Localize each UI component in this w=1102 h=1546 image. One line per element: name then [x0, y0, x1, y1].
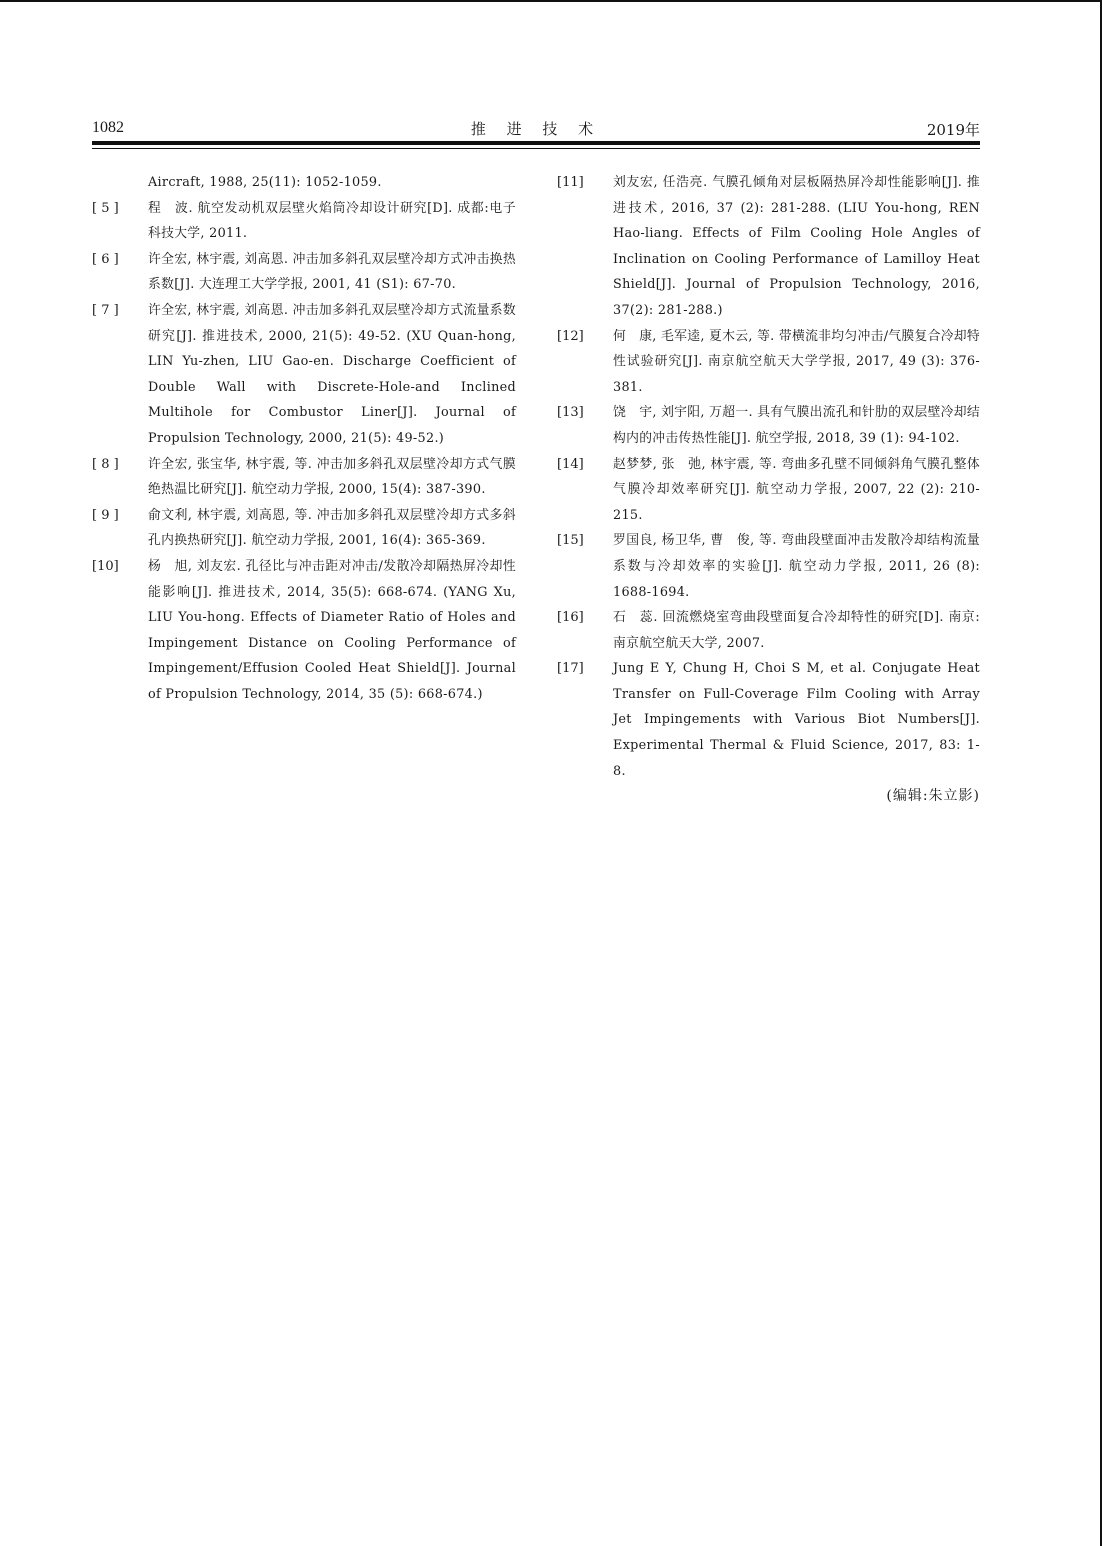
editor-credit: (编辑:朱立影): [886, 788, 980, 805]
reference-number: [11]: [557, 175, 584, 190]
page-number: 1082: [92, 119, 124, 136]
reference-text: 许全宏, 张宝华, 林宇震, 等. 冲击加多斜孔双层壁冷却方式气膜绝热温比研究[J]. 航空动力学报, 2000, 15(4): 387-390.: [148, 456, 516, 498]
reference-text: 罗国良, 杨卫华, 曹 俊, 等. 弯曲段壁面冲击发散冷却结构流量系数与冷却效率的实验[J]. 航空动力学报, 2011, 26 (8): 1688-1694.: [613, 533, 980, 600]
reference-number: [10]: [92, 558, 119, 574]
reference-item: [92, 452, 516, 503]
reference-text: 刘友宏, 任浩亮. 气膜孔倾角对层板隔热屏冷却性能影响[J]. 推进技术, 2016, 37 (2): 281-288. (LIU You-hong, REN Hao-liang. Effects of Film Cooling Hole Angles of Inclination on Cooling Performance of Lamilloy Heat Shield[J]. Journal of Propulsion Technology, 2016, 37(2): 281-288.): [613, 175, 980, 318]
reference-number: [13]: [557, 405, 584, 421]
reference-text: 赵梦梦, 张 弛, 林宇震, 等. 弯曲多孔壁不同倾斜角气膜孔整体气膜冷却效率研究[J]. 航空动力学报, 2007, 22 (2): 210-215.: [613, 456, 980, 523]
reference-continuation: [92, 170, 516, 196]
reference-number: [ 6 ]: [92, 251, 119, 267]
reference-text: 杨 旭, 刘友宏. 孔径比与冲击距对冲击/发散冷却隔热屏冷却性能影响[J]. 推进技术, 2014, 35(5): 668-674. (YANG Xu, LIU You-hong. Effects of Diameter Ratio of Holes and Impingement Distance on Cooling Performance of Impingement/Effusion Cooled Heat Shield[J]. Journal of Propulsion Technology, 2014, 35 (5): 668-674.): [148, 558, 516, 702]
reference-item: [557, 452, 980, 529]
journal-title: 推 进 技 术: [470, 120, 602, 138]
reference-item: [557, 528, 980, 605]
reference-number: [15]: [557, 533, 584, 549]
reference-number: [ 7 ]: [92, 302, 119, 318]
reference-number: [14]: [557, 456, 584, 472]
reference-item: [557, 400, 980, 451]
reference-number: [12]: [557, 328, 584, 344]
reference-text: 许全宏, 林宇震, 刘高恩. 冲击加多斜孔双层壁冷却方式冲击换热系数[J]. 大连理工大学学报, 2001, 41 (S1): 67-70.: [148, 251, 516, 293]
reference-item: [92, 196, 516, 247]
publication-year: 2019年: [926, 121, 980, 139]
reference-text: 饶 宇, 刘宇阳, 万超一. 具有气膜出流孔和针肋的双层壁冷却结构内的冲击传热性能[J]. 航空学报, 2018, 39 (1): 94-102.: [613, 405, 980, 446]
reference-item: [557, 324, 980, 401]
reference-number: [16]: [557, 610, 584, 626]
reference-text: Aircraft, 1988, 25(11): 1052-1059.: [148, 175, 382, 190]
reference-number: [ 9 ]: [92, 507, 119, 523]
header-rule-thin: [92, 148, 980, 149]
reference-number: [17]: [557, 661, 584, 677]
reference-item: [92, 503, 516, 554]
reference-text: 俞文利, 林宇震, 刘高恩, 等. 冲击加多斜孔双层壁冷却方式多斜孔内换热研究[J]. 航空动力学报, 2001, 16(4): 365-369.: [148, 507, 516, 549]
reference-number: [ 5 ]: [92, 200, 119, 216]
reference-text: Jung E Y, Chung H, Choi S M, et al. Conjugate Heat Transfer on Full-Coverage Film Cooling with Array Jet Impingements with Various Biot Numbers[J]. Experimental Thermal & Fluid Science, 2017, 83: 1-8.: [613, 661, 980, 779]
left-column: [92, 170, 516, 707]
reference-item: [92, 298, 516, 452]
reference-number: [ 8 ]: [92, 456, 119, 472]
header-rule-thick: [92, 141, 980, 145]
reference-text: 石 蕊. 回流燃烧室弯曲段壁面复合冷却特性的研究[D]. 南京:南京航空航天大学, 2007.: [613, 610, 980, 651]
reference-text: 何 康, 毛军逵, 夏木云, 等. 带横流非均匀冲击/气膜复合冷却特性试验研究[J]. 南京航空航天大学学报, 2017, 49 (3): 376-381.: [613, 328, 980, 395]
reference-item: [92, 554, 516, 708]
running-header: [92, 117, 980, 141]
reference-item: [92, 247, 516, 298]
reference-item: [557, 605, 980, 656]
page-top-border: [0, 0, 1102, 2]
reference-text: 程 波. 航空发动机双层壁火焰筒冷却设计研究[D]. 成都:电子科技大学, 2011.: [148, 200, 516, 242]
right-column: [557, 170, 980, 809]
reference-item: [557, 170, 980, 324]
reference-item: [557, 656, 980, 784]
reference-text: 许全宏, 林宇震, 刘高恩. 冲击加多斜孔双层壁冷却方式流量系数研究[J]. 推进技术, 2000, 21(5): 49-52. (XU Quan-hong, LIN Yu-zhen, LIU Gao-en. Discharge Coefficient of Double Wall with Discrete-Hole-and Inclined Multihole for Combustor Liner[J]. Journal of Propulsion Technology, 2000, 21(5): 49-52.): [148, 302, 516, 446]
